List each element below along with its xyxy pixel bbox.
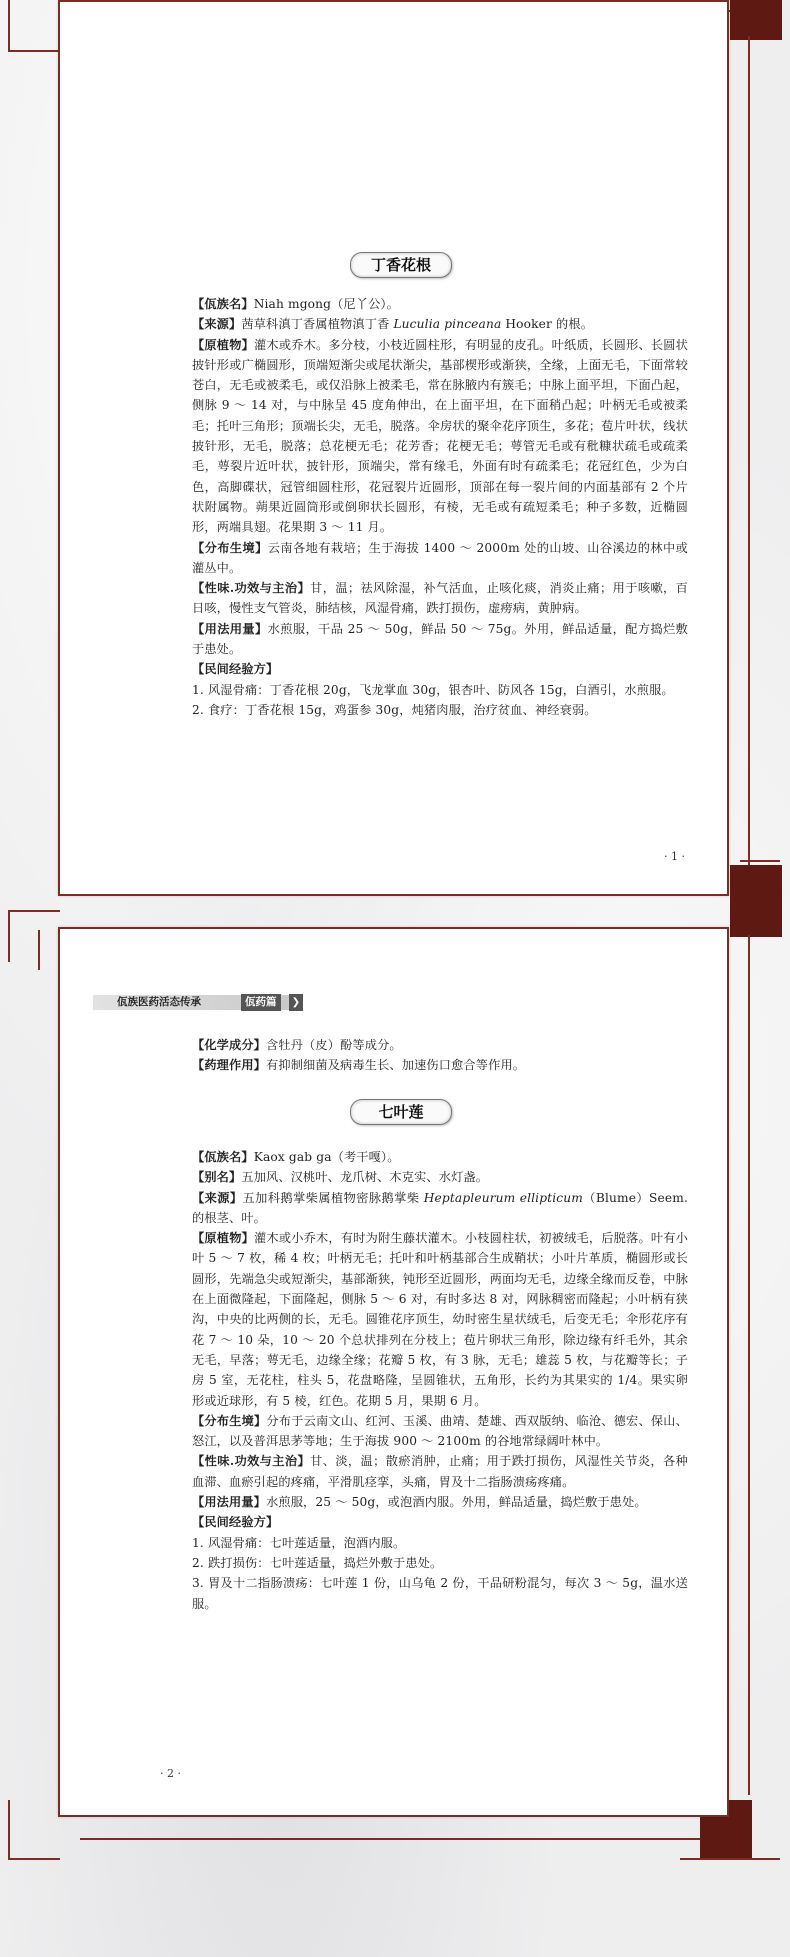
entry-title-1: 丁香花根 (350, 252, 452, 278)
frame-line-right-2 (748, 935, 750, 1795)
latin-name: Heptapleurum ellipticum (423, 1190, 583, 1205)
field-text-after: Hooker 的根。 (501, 317, 594, 332)
page-number-1: · 1 · (664, 850, 685, 863)
field-text: 1. 风湿骨痛：七叶莲适量，泡酒内服。 (192, 1535, 406, 1550)
frame-line-right-1b (740, 860, 780, 862)
field-text: 1. 风湿骨痛：丁香花根 20g，飞龙掌血 30g，银杏叶、防风各 15g，白酒引，水煎服。 (192, 682, 674, 697)
frame-block-top-right (730, 0, 782, 40)
page-number-2: · 2 · (160, 1767, 181, 1780)
entry-paragraph (180, 1188, 688, 1229)
book-page-1 (58, 0, 729, 896)
field-label: 【药理作用】 (192, 1058, 267, 1073)
entry-paragraph (180, 294, 688, 314)
field-label: 【用法用量】 (192, 1495, 267, 1510)
field-label: 【分布生境】 (192, 540, 268, 555)
field-text: 甘，温；祛风除湿，补气活血，止咳化痰，消炎止痛；用于咳嗽，百日咳，慢性支气管炎，肺结核，风湿骨痛，跌打损伤，虚痨病，黄肿病。 (192, 581, 688, 616)
entry-paragraph (180, 1228, 688, 1411)
entry-paragraph (180, 538, 688, 579)
field-label: 【佤族名】 (192, 297, 254, 311)
field-text: 灌木或乔木。多分枝，小枝近圆柱形，有明显的皮孔。叶纸质，长圆形、长圆状披针形或广椭圆形，顶端短渐尖或尾状渐尖，基部楔形或渐狭，全缘，上面无毛，下面常较苍白，无毛或被柔毛，或仅沿脉上被柔毛，常在脉腋内有簇毛；中脉上面平坦，下面凸起，侧脉 9 ～ 14 对，与中脉呈 45 度角伸出，在上面平坦，在下面稍凸起；叶柄无毛或被柔毛；托叶三角形；顶端长尖，无毛，脱落。伞房状的聚伞花序顶生，多花；苞片叶状，线状披针形，无毛，脱落；总花梗无毛；花芳香；花梗无毛；萼管无毛或有秕糠状疏毛或疏柔毛，萼裂片近叶状，披针形，顶端尖，常有缘毛，外面有时有疏柔毛；花冠红色，少为白色，高脚碟状，冠管细圆柱形，花冠裂片近圆形，顶部在每一裂片间的内面基部有 2 个片状附属物。蒴果近圆筒形或倒卵状长圆形，有棱，无毛或有疏短柔毛；种子多数，近椭圆形，两端具翅。花果期 3 ～ 11 月。 (192, 337, 689, 535)
chevron-right-icon: ❯ (289, 994, 303, 1011)
frame-line-bottom-left-v (8, 1800, 10, 1860)
entry-paragraph (180, 1411, 688, 1452)
field-text: 茜草科滇丁香属植物滇丁香 (241, 317, 394, 332)
field-text: 有抑制细菌及病毒生长、加速伤口愈合等作用。 (266, 1058, 526, 1073)
entry-paragraph (180, 578, 688, 619)
field-label: 【性味.功效与主治】 (192, 581, 311, 596)
page-2-intro (180, 1035, 688, 1076)
recipe-item (180, 700, 688, 720)
field-label: 【原植物】 (192, 337, 255, 352)
entry-paragraph (180, 1451, 688, 1492)
field-text: 2. 跌打损伤：七叶莲适量，捣烂外敷于患处。 (192, 1555, 443, 1570)
field-text: 云南各地有栽培；生于海拔 1400 ～ 2000m 处的山坡、山谷溪边的林中或灌丛中。 (192, 540, 689, 575)
book-page-2 (58, 927, 729, 1817)
recipe-item (180, 680, 688, 700)
field-label: 【来源】 (192, 1190, 243, 1205)
field-label: 【原植物】 (192, 1231, 255, 1246)
entry-paragraph (180, 314, 688, 334)
entry-paragraph (180, 619, 688, 660)
frame-line-mid-left-v2 (38, 930, 40, 970)
entry-paragraph (180, 335, 688, 538)
field-text: Kaox gab ga（考干嘎）。 (253, 1150, 400, 1164)
field-text: 分布于云南文山、红河、玉溪、曲靖、楚雄、西双版纳、临沧、德宏、保山、怒江，以及普洱思茅等地；生于海拔 900 ～ 2100m 的谷地常绿阔叶林中。 (192, 1413, 688, 1449)
field-text: 水煎服，25 ～ 50g，或泡酒内服。外用，鲜品适量，捣烂敷于患处。 (266, 1495, 647, 1510)
field-label: 【分布生境】 (192, 1413, 267, 1428)
field-text: 甘、淡，温；散瘀消肿，止痛；用于跌打损伤，风湿性关节炎，各种血滞、血瘀引起的疼痛，平滑肌痉挛，头痛，胃及十二指肠溃疡疼痛。 (192, 1454, 688, 1489)
field-text: Niah mgong（尼丫公）。 (253, 297, 400, 311)
field-label: 【别名】 (192, 1170, 242, 1185)
frame-block-mid-right (730, 865, 782, 937)
field-label: 【佤族名】 (192, 1150, 254, 1164)
field-label: 【民间经验方】 (192, 662, 279, 677)
frame-line-bottom-left-h (8, 1858, 60, 1860)
entry-paragraph (180, 1492, 688, 1512)
field-label: 【性味.功效与主治】 (192, 1454, 311, 1469)
field-text-after: （Blume）Seem. 的根茎、叶。 (192, 1190, 689, 1225)
entry-title-2: 七叶莲 (350, 1099, 452, 1125)
field-text: 含牡丹（皮）酚等成分。 (266, 1038, 402, 1052)
field-text: 灌木或小乔木，有时为附生藤状灌木。小枝圆柱状，初被绒毛，后脱落。叶有小叶 5 ～ 7 枚，稀 4 枚；叶柄无毛；托叶和叶柄基部合生成鞘状；小叶片革质，椭圆形或长圆形，先端急尖或短渐尖，基部渐狭，钝形至近圆形，两面均无毛，边缘全缘而反卷，中脉在上面微隆起，下面隆起，侧脉 5 ～ 6 对，有时多达 8 对，网脉稠密而隆起；小叶柄有狭沟，中央的比两侧的长，无毛。圆锥花序顶生，幼时密生星状绒毛，后变无毛；伞形花序有花 7 ～ 10 朵，10 ～ 20 个总状排列在分枝上；苞片卵状三角形，除边缘有纤毛外，其余无毛，早落；萼无毛，边缘全缘；花瓣 5 枚，有 3 脉，无毛；雄蕊 5 枚，与花瓣等长；子房 5 室，无花柱，柱头 5，花盘略隆，呈圆锥状，五角形，长约为其果实的 1/4。果实卵形或近球形，有 5 棱，红色。花期 5 月，果期 6 月。 (192, 1231, 689, 1408)
latin-name: Luculia pinceana (393, 317, 502, 332)
field-label: 【用法用量】 (192, 621, 268, 636)
frame-line-bottom-h (80, 1838, 700, 1840)
field-text: 五加科鹅掌柴属植物密脉鹅掌柴 (242, 1190, 424, 1205)
recipe-item (180, 1553, 688, 1573)
entry-paragraph (180, 1055, 688, 1075)
entry-paragraph (180, 1147, 688, 1167)
field-label: 【民间经验方】 (192, 1515, 279, 1530)
page-2-body (180, 1147, 688, 1614)
field-text: 3. 胃及十二指肠溃疡：七叶莲 1 份，山乌龟 2 份，干品研粉混匀，每次 3 ～ 5g，温水送服。 (192, 1576, 688, 1611)
entry-paragraph (180, 659, 688, 679)
field-text: 2. 食疗：丁香花根 15g，鸡蛋参 30g，炖猪肉服，治疗贫血、神经衰弱。 (192, 702, 597, 717)
page-1-body (180, 294, 688, 720)
recipe-item (180, 1533, 688, 1553)
frame-line-mid-left-h (8, 910, 60, 912)
frame-line-mid-left-v (8, 910, 10, 962)
field-label: 【来源】 (192, 317, 242, 332)
field-text: 水煎服，干品 25 ～ 50g，鲜品 50 ～ 75g。外用，鲜品适量，配方捣烂敷于患处。 (192, 621, 689, 657)
entry-paragraph (180, 1035, 688, 1055)
frame-line-top-left (8, 0, 10, 52)
field-text: 五加风、汉桃叶、龙爪树、木克实、水灯盏。 (241, 1170, 489, 1185)
entry-paragraph (180, 1512, 688, 1532)
field-label: 【化学成分】 (192, 1038, 267, 1052)
running-header: 佤族医药活态传承 (93, 995, 301, 1010)
recipe-item (180, 1573, 688, 1614)
frame-line-top-left-h (8, 50, 60, 52)
frame-line-bottom-right-h (680, 1858, 780, 1860)
entry-paragraph (180, 1167, 688, 1187)
frame-line-right-1 (748, 36, 750, 866)
running-header-tag: 佤药篇 (241, 994, 281, 1011)
